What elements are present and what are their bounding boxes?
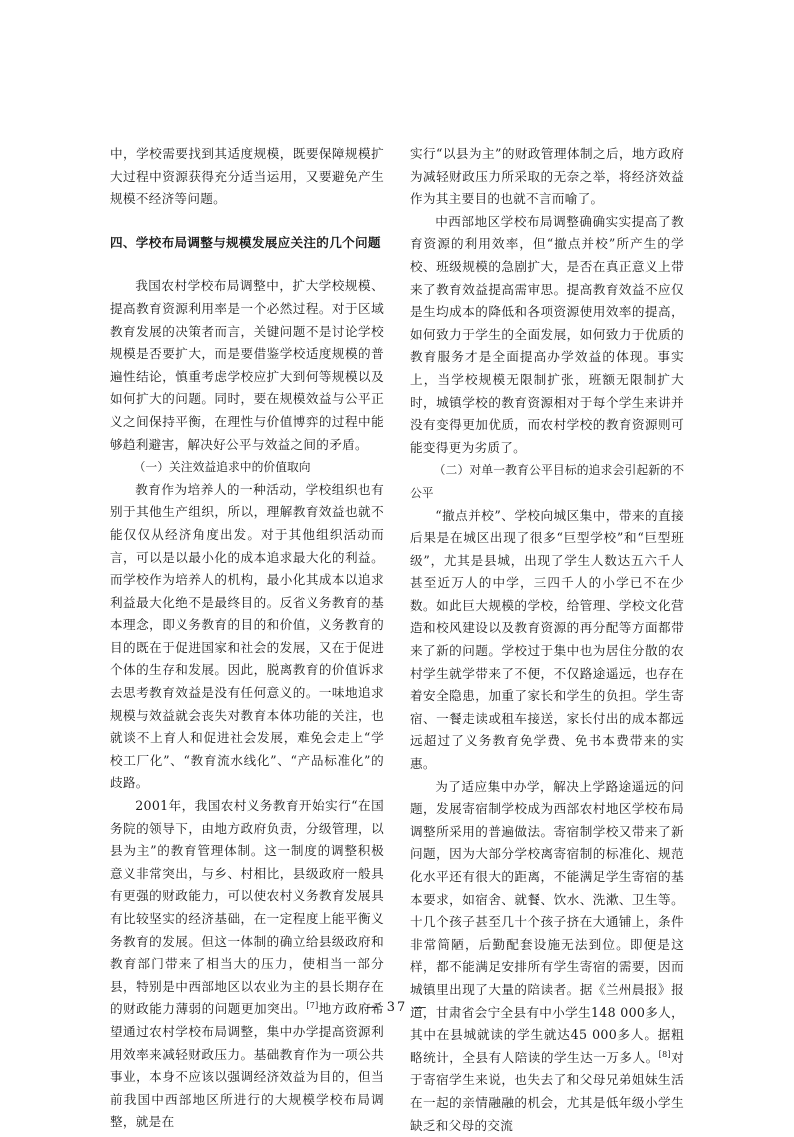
section-heading: 四、学校布局调整与规模发展应关注的几个问题 — [110, 234, 381, 250]
paragraph — [110, 795, 384, 1134]
paragraph: “撤点并校”、学校向城区集中，带来的直接后果是在城区出现了很多“巨型学校”和“巨型班级”，尤其是县城，出现了学生人数达五六千人甚至近万人的中学，三四千人的小学已不在少数。如此巨大规模的学校，给管理、学校文化营造和校风建设以及教育资源的再分配等方面都带来了新的问题。学校过于集中也为居住分散的农村学生就学带来了不便，不仅路途遥远，也存在着安全隐患，加重了家长和学生的负担。学生寄宿、一餐走读或租车接送，家长付出的成本都远远超过了义务教育免学费、免书本费带来的实惠。 — [410, 507, 684, 772]
paragraph: 中西部地区学校布局调整确确实实提高了教育资源的利用效率，但“撤点并校”所产生的学校、班级规模的急剧扩大，是否在真正意义上带来了教育效益提高需审思。提高教育效益不应仅是生均成本的降低和各项资源使用效率的提高，如何致力于学生的全面发展，如何致力于优质的教育服务才是全面提高办学效益的体现。事实上，当学校规模无限制扩张，班额无限制扩大时，城镇学校的教育资源相对于每个学生来讲并没有变得更加优质，而农村学校的教育资源则可能变得更为劣质了。 — [410, 213, 684, 455]
paragraph — [410, 776, 684, 1137]
page-number: — 37 — — [365, 1000, 429, 1015]
left-column — [110, 143, 384, 1134]
paragraph-text: 2001年，我国农村义务教育开始实行“在国务院的领导下，由地方政府负责，分级管理，以县为主”的教育管理体制。这一制度的调整积极意义非常突出，与乡、村相比，县级政府一般具有更强的财政能力，可以使农村义务教育发展具有比较坚实的经济基础，在一定程度上能平衡义务教育的发展。但这一体制的确立给县级政府和教育部门带来了相当大的压力，使相当一部分县，特别是中西部地区以农业为主的县长期存在的财政能力薄弱的问题更加突出。 — [110, 798, 384, 1017]
paragraph-text: 为了适应集中办学，解决上学路途遥远的问题，发展寄宿制学校成为西部农村地区学校布局调整所采用的普遍做法。寄宿制学校又带来了新问题，因为大部分学校离寄宿制的标准化、规范化水平还有很大的距离，不能满足学生寄宿的基本要求，如宿舍、就餐、饮水、洗漱、卫生等。十几个孩子甚至几十个孩子挤在大通铺上，条件非常简陋，后勤配套设施无法到位。即便是这样，都不能满足安排所有学生寄宿的需要，因而城镇里出现了大量的陪读者。据《兰州晨报》报道，甘肃省会宁全县有中小学生148 000多人，其中在县城就读的学生就达45 000多人。据粗略统计，全县有人陪读的学生达一万多人。 — [410, 778, 684, 1065]
subsection-heading: （二）对单一教育公平目标的追求会引起新的不公平 — [410, 463, 684, 500]
right-column — [410, 143, 684, 1137]
paragraph: 我国农村学校布局调整中，扩大学校规模、提高教育资源利用率是一个必然过程。对于区域教育发展的决策者而言，关键问题不是讨论学校规模是否要扩大，而是要借鉴学校适度规模的普遍性结论，慎重考虑学校应扩大到何等规模以及如何扩大的问题。同时，要在规模效益与公平正义之间保持平衡，在理性与价值博弈的过程中能够趋利避害，解决好公平与效益之间的矛盾。 — [110, 278, 384, 452]
citation-ref: [7] — [306, 1001, 319, 1011]
paragraph-text: 地方政府希望通过农村学校布局调整，集中办学提高资源利用效率来减轻财政压力。基础教育作为一项公共事业，本身不应该以强调经济效益为目的，但当前我国中西部地区所进行的大规模学校布局调整，就是在 — [110, 1001, 385, 1130]
paragraph: 中，学校需要找到其适度规模，既要保障规模扩大过程中资源获得充分适当运用，又要避免产生规模不经济等问题。 — [110, 146, 384, 207]
paragraph: 教育作为培养人的一种活动，学校组织也有别于其他生产组织，所以，理解教育效益也就不能仅仅从经济角度出发。对于其他组织活动而言，可以是以最小化的成本追求最大化的利益。而学校作为培养人的机构，最小化其成本以追求利益最大化绝不是最终目的。反省义务教育的基本理念，即义务教育的目的和价值，义务教育的目的既在于促进国家和社会的发展，又在于促进个体的生存和发展。因此，脱离教育的价值诉求去思考教育效益是没有任何意义的。一味地追求规模与效益就会丧失对教育本体功能的关注，也就谈不上育人和促进社会发展，难免会走上“学校工厂化”、“教育流水线化”、“产品标准化”的歧路。 — [110, 481, 384, 791]
subsection-heading: （一）关注效益追求中的价值取向 — [133, 460, 311, 475]
paragraph: 实行“以县为主”的财政管理体制之后，地方政府为减轻财政压力所采取的无奈之举，将经济效益作为其主要目的也就不言而喻了。 — [410, 146, 684, 207]
paragraph-text: 对于寄宿学生来说，也失去了和父母兄弟姐妹生活在一起的亲情融融的机会，尤其是低年级小学生缺乏和父母的交流 — [410, 1049, 684, 1133]
citation-ref: [8] — [658, 1049, 671, 1059]
